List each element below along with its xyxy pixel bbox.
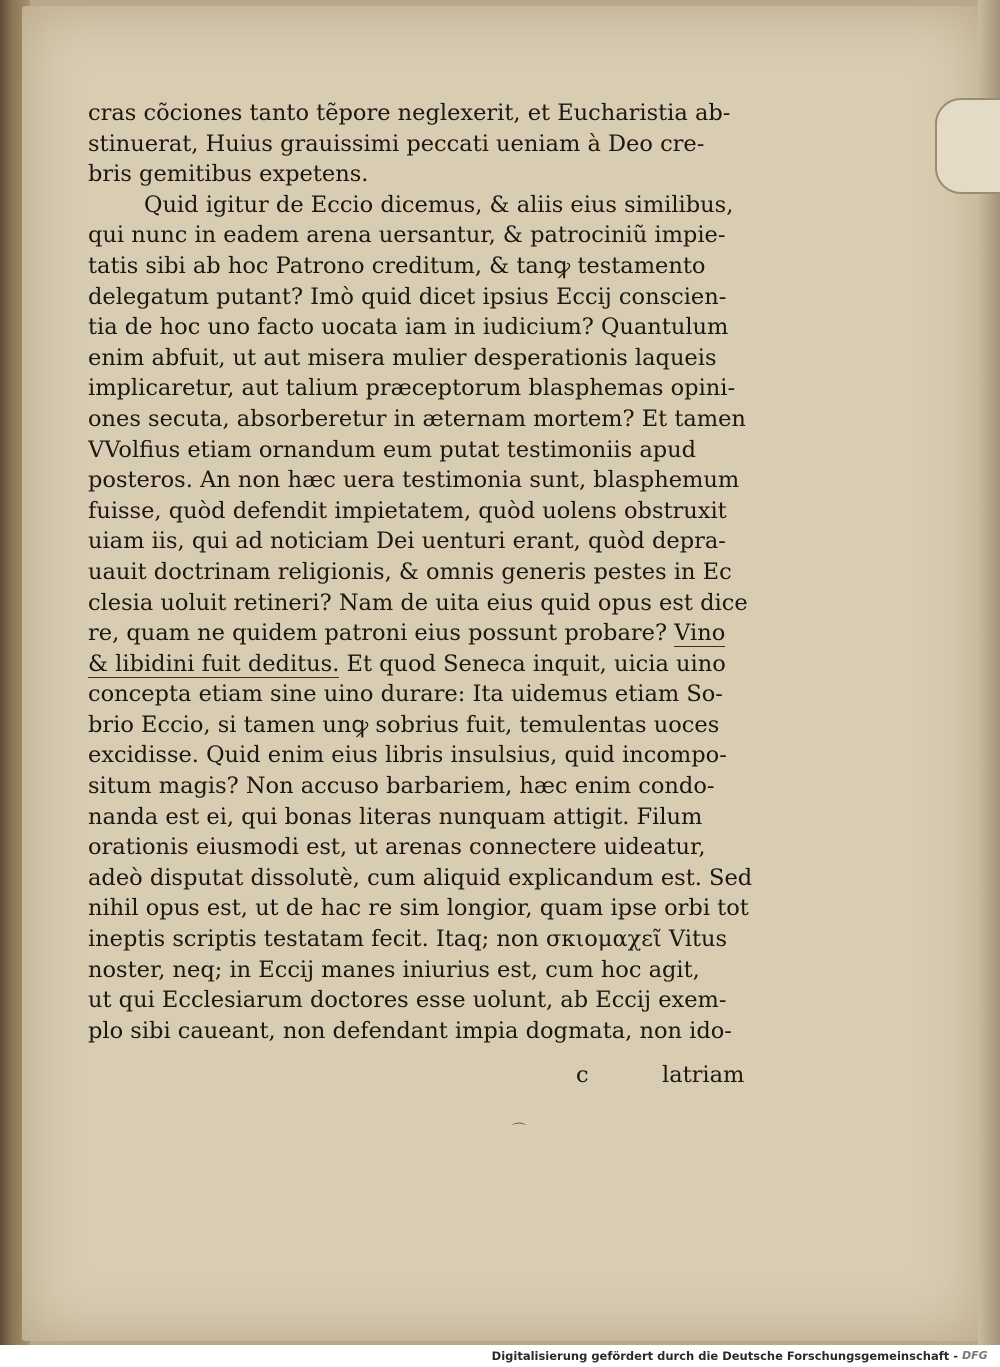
text-line-9: enim abfuit, ut aut misera mulier desperationis laqueis	[88, 344, 717, 371]
text-line-16: uauit doctrinam religionis, & omnis generis pestes in Ec	[88, 558, 732, 585]
text-line-3: bris gemitibus expetens.	[88, 161, 369, 188]
text-line-11: ones secuta, absorberetur in æternam mortem? Et tamen	[88, 405, 746, 432]
text-line-20: concepta etiam sine uino durare: Ita uidemus etiam So-	[88, 681, 723, 708]
body-text	[88, 98, 788, 1046]
signature-mark: c	[576, 1062, 589, 1088]
text-line-25: orationis eiusmodi est, ut arenas connectere uideatur,	[88, 834, 706, 861]
text-line-13: posteros. An non hæc uera testimonia sunt, blasphemum	[88, 467, 740, 494]
bookmark-tab	[935, 98, 1000, 194]
text-line-18-plain: re, quam ne quidem patroni eius possunt probare?	[88, 620, 675, 647]
text-line-30: ut qui Ecclesiarum doctores esse uolunt, ab Eccij exem-	[88, 987, 727, 1014]
funding-credit: Digitalisierung gefördert durch die Deutsche Forschungsgemeinschaft -	[491, 1349, 958, 1363]
text-line-10: implicaretur, aut talium præceptorum blasphemas opini-	[88, 375, 736, 402]
text-line-18	[88, 618, 788, 649]
digitization-footer	[0, 1345, 1000, 1367]
underlined-phrase-vino: Vino	[674, 620, 726, 647]
text-line-22: excidisse. Quid enim eius libris insulsius, quid incompo-	[88, 742, 727, 769]
text-line-23: situm magis? Non accuso barbariem, hæc enim condo-	[88, 773, 715, 800]
text-line-8: tia de hoc uno facto uocata iam in iudicium? Quantulum	[88, 314, 729, 341]
text-line-1: cras cõciones tanto tẽpore neglexerit, et Eucharistia ab-	[88, 100, 731, 126]
text-line-31: plo sibi caueant, non defendant impia dogmata, non ido-	[88, 1017, 732, 1044]
text-line-29: noster, neq; in Eccij manes iniurius est, cum hoc agit,	[88, 956, 700, 983]
catchword: latriam	[662, 1062, 745, 1088]
text-line-5: qui nunc in eadem arena uersantur, & patrociniũ impie-	[88, 222, 726, 249]
text-line-24: nanda est ei, qui bonas literas nunquam attigit. Filum	[88, 803, 703, 830]
underlined-phrase-libidini: & libidini fuit deditus.	[88, 650, 340, 677]
text-line-4: Quid igitur de Eccio dicemus, & aliis eius similibus,	[144, 191, 734, 218]
text-line-19-plain: Et quod Seneca inquit, uicia uino	[339, 650, 726, 677]
text-line-28: ineptis scriptis testatam fecit. Itaq; non σκιομαχεῖ Vitus	[88, 926, 728, 953]
text-line-21: brio Eccio, si tamen unꝙ sobrius fuit, temulentas uoces	[88, 711, 720, 738]
pencil-mark-icon: ⌒	[512, 1123, 526, 1139]
text-line-19	[88, 649, 788, 680]
text-line-26: adeò disputat dissolutè, cum aliquid explicandum est. Sed	[88, 864, 753, 891]
text-line-6: tatis sibi ab hoc Patrono creditum, & tanꝙ testamento	[88, 252, 706, 279]
text-line-15: uiam iis, qui ad noticiam Dei uenturi erant, quòd depra-	[88, 528, 726, 555]
dfg-logo: DFG	[962, 1349, 988, 1362]
page-foot-marks	[88, 1062, 788, 1094]
text-line-12: VVolfius etiam ornandum eum putat testimoniis apud	[88, 436, 697, 463]
text-line-14: fuisse, quòd defendit impietatem, quòd uolens obstruxit	[88, 497, 727, 524]
page-right-edge	[978, 0, 1000, 1345]
text-line-27: nihil opus est, ut de hac re sim longior, quam ipse orbi tot	[88, 895, 749, 922]
text-line-17: clesia uoluit retineri? Nam de uita eius quid opus est dice	[88, 589, 748, 616]
text-line-2: stinuerat, Huius grauissimi peccati ueniam à Deo cre-	[88, 130, 705, 157]
text-line-7: delegatum putant? Imò quid dicet ipsius Eccij conscien-	[88, 283, 727, 310]
